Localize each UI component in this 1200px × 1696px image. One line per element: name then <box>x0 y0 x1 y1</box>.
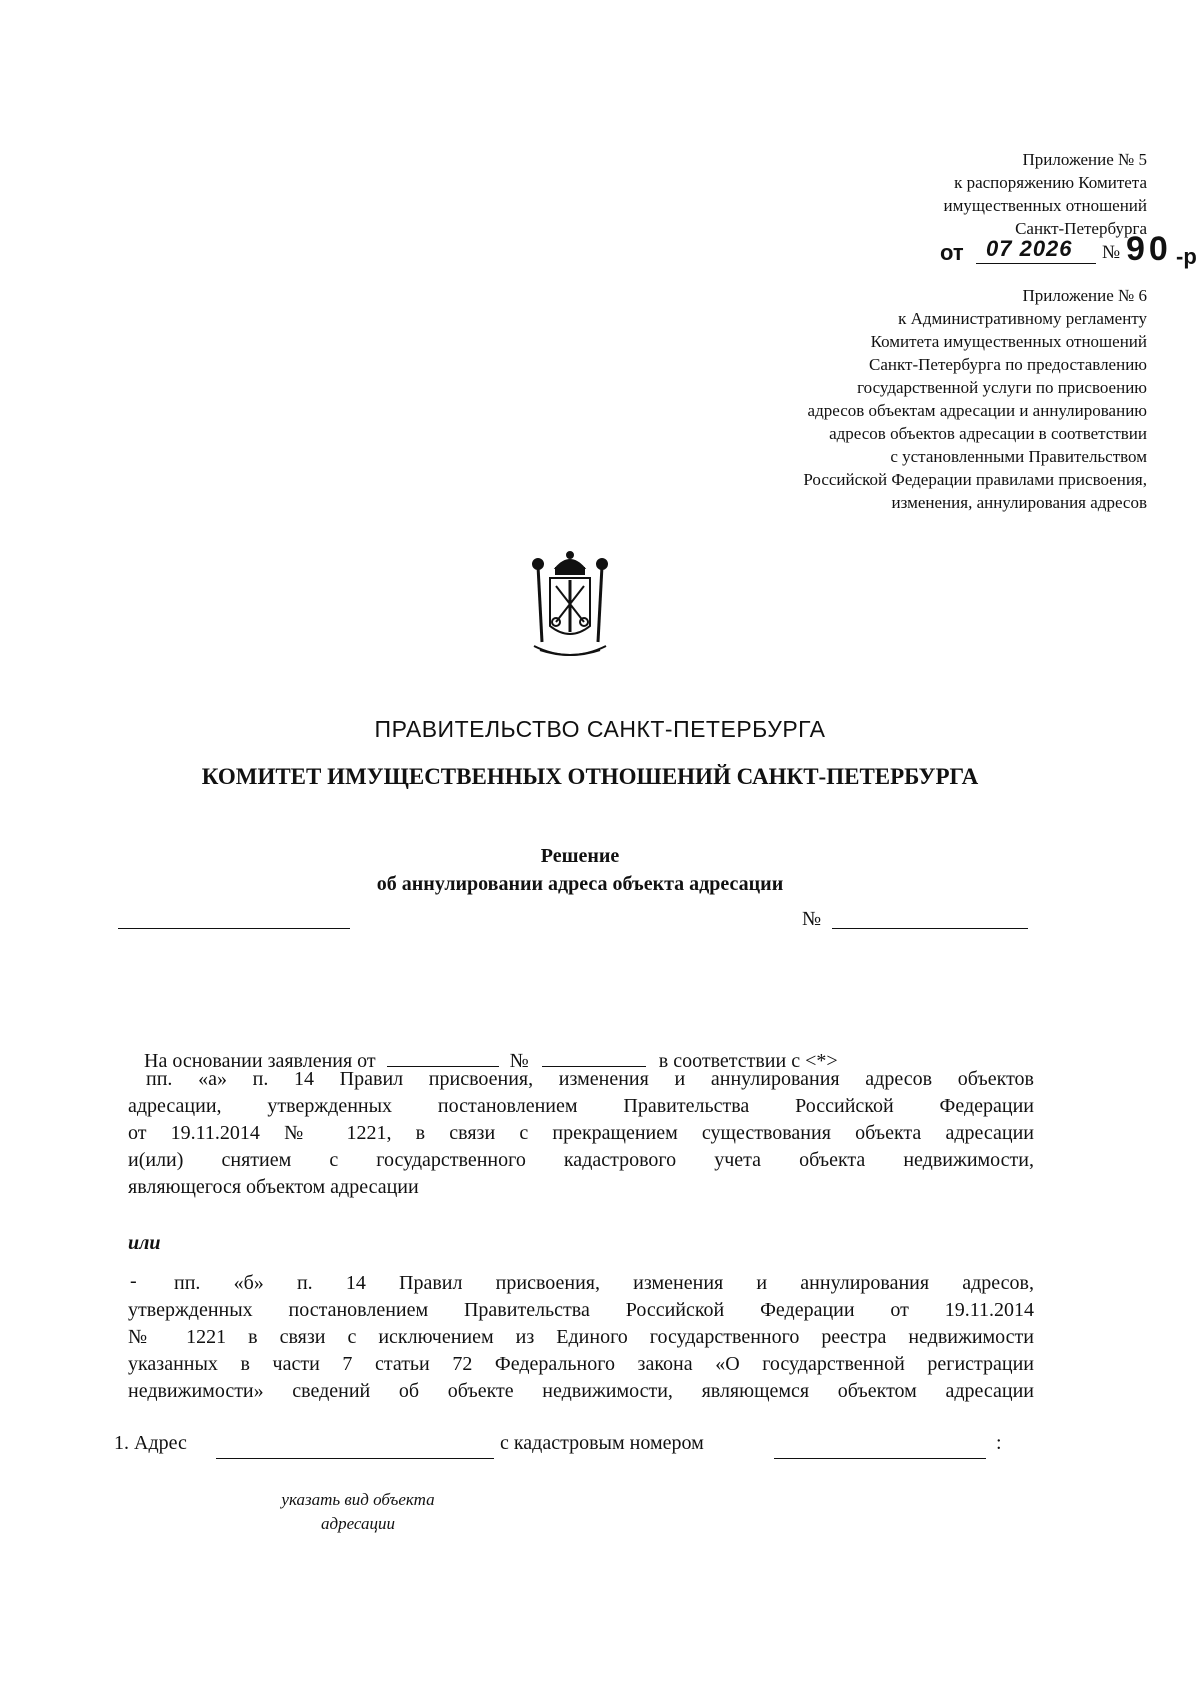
annex-6-line: Приложение № 6 <box>1022 286 1147 305</box>
annex-6-line: Комитета имущественных отношений <box>870 332 1147 351</box>
paragraph-b-line: недвижимости» сведений об объекте недвижимости, являющемся объектом адресации <box>128 1380 1034 1402</box>
stamp-ot: от <box>940 240 964 265</box>
decision-title <box>0 842 1160 898</box>
decision-title-line-2: об аннулировании адреса объекта адресации <box>376 873 784 895</box>
annex-5-line-3: имущественных отношений <box>943 196 1147 215</box>
object-type-note <box>258 1488 458 1536</box>
application-date-blank <box>387 1046 499 1067</box>
item-1-label: 1. Адрес <box>114 1432 187 1454</box>
paragraph-a-line: адресации, утвержденных постановлением Правительства Российской Федерации <box>128 1095 1034 1117</box>
paragraph-a-line: пп. «а» п. 14 Правил присвоения, изменения и аннулирования адресов объектов <box>146 1068 1034 1090</box>
annex-6-line: с установленными Правительством <box>890 447 1147 466</box>
annex-6-line: адресов объектов адресации в соответствии <box>829 424 1147 443</box>
cadastral-number-blank <box>774 1458 986 1459</box>
decision-number-blank <box>832 928 1028 929</box>
paragraph-b-dash: - <box>130 1270 137 1292</box>
paragraph-b <box>128 1270 1034 1405</box>
annex-5-block <box>944 148 1147 240</box>
application-number-blank <box>542 1046 646 1067</box>
annex-6-line: изменения, аннулирования адресов <box>891 493 1147 512</box>
paragraph-a-line: от 19.11.2014 № 1221, в связи с прекращением существования объекта адресации <box>128 1122 1034 1144</box>
annex-6-block <box>803 284 1147 514</box>
paragraph-b-line: указанных в части 7 статьи 72 Федерального закона «О государственной регистрации <box>128 1353 1034 1375</box>
stamp-number: 90 <box>1126 230 1172 268</box>
date-blank <box>118 928 350 929</box>
item-1-colon: : <box>996 1432 1002 1454</box>
annex-6-line: Российской Федерации правилами присвоения, <box>803 470 1147 489</box>
paragraph-a-line: и(или) снятием с государственного кадастрового учета объекта недвижимости, <box>128 1149 1034 1171</box>
paragraph-b-line: № 1221 в связи с исключением из Единого государственного реестра недвижимости <box>128 1326 1034 1348</box>
paragraph-b-line: утвержденных постановлением Правительства Российской Федерации от 19.11.2014 <box>128 1299 1034 1321</box>
annex-6-line: Санкт-Петербурга по предоставлению <box>869 355 1147 374</box>
basis-start: На основании заявления от <box>144 1050 376 1072</box>
annex-5-line-4: Санкт-Петербурга <box>1015 219 1147 238</box>
annex-6-line: адресов объектам адресации и аннулированию <box>807 401 1147 420</box>
address-object-type-blank <box>216 1458 494 1459</box>
basis-number-sign: № <box>509 1050 529 1072</box>
object-type-note-line-2: адресации <box>320 1514 396 1533</box>
annex-5-line-2: к распоряжению Комитета <box>954 173 1147 192</box>
annex-6-line: государственной услуги по присвоению <box>857 378 1147 397</box>
stamp-date: 07 2026 <box>976 236 1096 264</box>
committee-title: КОМИТЕТ ИМУЩЕСТВЕННЫХ ОТНОШЕНИЙ САНКТ-ПЕТЕРБУРГА <box>201 764 979 789</box>
decision-number-label: № <box>802 908 822 930</box>
decision-title-line-1: Решение <box>540 845 620 867</box>
annex-5-line-1: Приложение № 5 <box>1022 150 1147 169</box>
basis-end: в соответствии с <*> <box>658 1050 838 1072</box>
paragraph-a-line: являющегося объектом адресации <box>128 1176 419 1198</box>
paragraph-b-line: пп. «б» п. 14 Правил присвоения, изменения и аннулирования адресов, <box>174 1272 1034 1294</box>
or-label: или <box>128 1232 161 1254</box>
paragraph-a <box>128 1066 1034 1201</box>
stamp-suffix: -р <box>1176 244 1197 269</box>
cadastral-number-label: с кадастровым номером <box>500 1432 704 1454</box>
object-type-note-line-1: указать вид объекта <box>281 1490 435 1509</box>
registration-stamp <box>940 230 1197 270</box>
government-title: ПРАВИТЕЛЬСТВО САНКТ-ПЕТЕРБУРГА <box>374 716 826 742</box>
coat-of-arms-icon <box>520 546 620 664</box>
stamp-number-sign: № <box>1102 242 1121 263</box>
annex-6-line: к Административному регламенту <box>898 309 1147 328</box>
